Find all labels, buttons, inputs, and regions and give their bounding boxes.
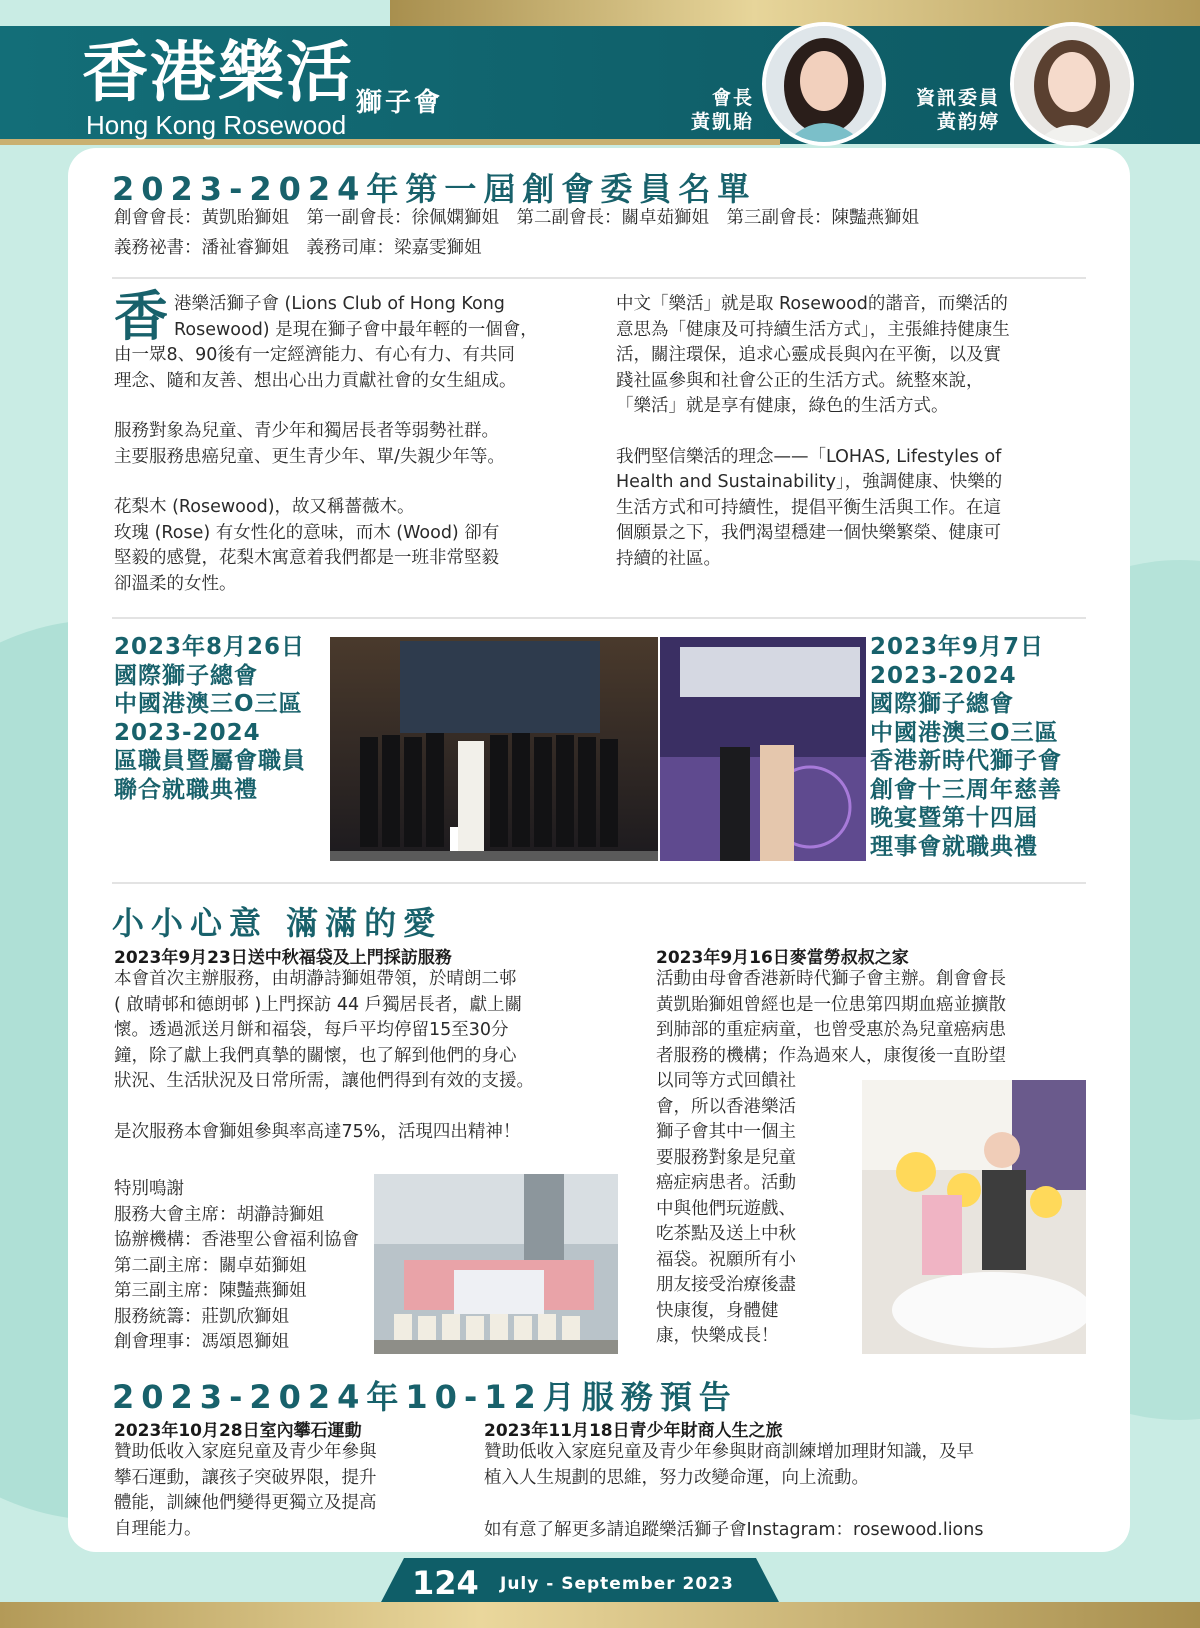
- event-line: 中國港澳三O三區: [870, 719, 1059, 746]
- body-line: 康，快樂成長！: [656, 1326, 779, 1346]
- body-line: 獅子會其中一個主: [656, 1122, 796, 1142]
- body-line: 以同等方式回饋社: [656, 1071, 796, 1091]
- instagram-note: 如有意了解更多請追蹤樂活獅子會Instagram：rosewood.lions: [484, 1520, 984, 1540]
- event-line: 聯合就職典禮: [114, 776, 258, 803]
- thanks-line: 創會理事：馮頌恩獅姐: [114, 1332, 289, 1352]
- intro-line: 活，關注環保，追求心靈成長與內在平衡，以及實: [616, 345, 1001, 365]
- intro-line: 堅毅的感覺，花梨木寓意着我們都是一班非常堅毅: [114, 548, 499, 568]
- body-line: 吃茶點及送上中秋: [656, 1224, 796, 1244]
- intro-line: 花梨木 (Rosewood)，故又稱薔薇木。: [114, 497, 415, 517]
- body-line: 鐘，除了獻上我們真摯的關懷，也了解到他們的身心: [114, 1045, 517, 1066]
- body-line: 懷。透過派送月餅和福袋，每戶平均停留15至30分: [114, 1020, 509, 1040]
- event-line: 2023年8月26日: [114, 634, 306, 660]
- president-name: 黃凱貽: [690, 111, 754, 133]
- committee-list: [114, 206, 919, 261]
- president-caption: [676, 86, 754, 134]
- committee-title: 2023-2024年第一屆創會委員名單: [112, 170, 757, 208]
- intro-line: 由一眾8、90後有一定經濟能力、有心有力、有共同: [114, 345, 515, 365]
- body-line: ( 啟晴邨和德朗邨 )上門探訪 44 戶獨居長者，獻上關: [114, 994, 523, 1015]
- intro-line: 港樂活獅子會 (Lions Club of Hong Kong: [174, 294, 505, 314]
- thanks-line: 第二副主席：關卓茹獅姐: [114, 1255, 307, 1276]
- event-right-caption: [870, 633, 1062, 861]
- body-line: 是次服務本會獅姐參與率高達75%，活現四出精神！: [114, 1121, 521, 1142]
- event-line: 創會十三周年慈善: [870, 776, 1062, 803]
- body-line: 快康復，身體健: [656, 1300, 779, 1321]
- love-title: 小小心意 滿滿的愛: [112, 904, 443, 942]
- event-line: 2023-2024: [870, 662, 1017, 689]
- installation-ceremony-photo: [330, 637, 658, 861]
- intro-line: 理念、隨和友善、想出心出力貢獻社會的女生組成。: [114, 370, 517, 391]
- body-line: 中與他們玩遊戲、: [656, 1198, 796, 1219]
- body-line: 狀況、生活狀況及日常所需，讓他們得到有效的支援。: [114, 1071, 534, 1091]
- intro-left: [114, 285, 584, 597]
- body-line: [114, 1095, 614, 1120]
- event-left-caption: [114, 633, 306, 804]
- body-line: 贊助低收入家庭兒童及青少年參與: [114, 1442, 377, 1462]
- divider: [112, 277, 1086, 279]
- body-line: 癌症病患者。活動: [656, 1173, 796, 1193]
- committee-line-1: 創會會長：黃凱貽獅姐 第一副會長：徐佩嫻獅姐 第二副會長：關卓茹獅姐 第三副會長：陳豔燕獅姐: [114, 208, 919, 228]
- love-left-heading: 2023年9月23日送中秋福袋及上門採訪服務: [114, 948, 452, 968]
- body-line: 到肺部的重症病童，也曾受惠於為兒童癌病患: [656, 1020, 1006, 1040]
- body-line: 贊助低收入家庭兒童及青少年參與財商訓練增加理財知識，及早: [484, 1442, 974, 1462]
- intro-line: 主要服務患癌兒童、更生青少年、單/失親少年等。: [114, 446, 505, 467]
- intro-line: Health and Sustainability」，強調健康、快樂的: [616, 472, 1003, 492]
- preview-title: 2023-2024年10-12月服務預告: [112, 1378, 738, 1416]
- smiley-face-icon: [1030, 1186, 1062, 1218]
- mid-autumn-visit-photo: [374, 1174, 618, 1354]
- intro-line: [616, 420, 1086, 445]
- intro-line: 我們堅信樂活的理念——「LOHAS, Lifestyles of: [616, 446, 1002, 467]
- info-officer-title: 資訊委員: [915, 87, 1000, 109]
- intro-line: [114, 470, 584, 495]
- thanks-line: 特別鳴謝: [114, 1179, 184, 1199]
- intro-line: 「樂活」就是享有健康，綠色的生活方式。: [616, 396, 949, 416]
- intro-line: 個願景之下，我們渴望穩建一個快樂繁榮、健康可: [616, 523, 1001, 543]
- president-title: 會長: [711, 87, 754, 109]
- intro-line: 踐社區參與和社會公正的生活方式。統整來說，: [616, 370, 984, 391]
- intro-right: [616, 292, 1086, 572]
- love-right-body: [656, 967, 1086, 1069]
- body-line: 活動由母會香港新時代獅子會主辦。創會會長: [656, 969, 1006, 989]
- event-line: 國際獅子總會: [870, 691, 1014, 717]
- info-officer-avatar: [1010, 22, 1134, 146]
- gold-banner-bottom: [0, 1602, 1200, 1628]
- charity-dinner-photo: [660, 637, 866, 861]
- event-line: 香港新時代獅子會: [870, 748, 1062, 774]
- brand-title-suffix: 獅子會: [356, 88, 444, 118]
- info-officer-caption: [900, 86, 1000, 134]
- issue-date: July - September 2023: [500, 1574, 734, 1594]
- event-line: 區職員暨屬會職員: [114, 748, 306, 774]
- committee-line-2: 義務祕書：潘祉睿獅姐 義務司庫：梁嘉雯獅姐: [114, 237, 482, 258]
- divider: [112, 617, 1086, 619]
- intro-line: [114, 394, 584, 419]
- body-line: 福袋。祝願所有小: [656, 1249, 796, 1270]
- love-right-body-narrow: [656, 1069, 846, 1350]
- thanks-line: 第三副主席：陳豔燕獅姐: [114, 1281, 307, 1301]
- event-line: 2023-2024: [114, 719, 261, 746]
- body-line: 本會首次主辦服務，由胡瀞詩獅姐帶領，於晴朗二邨: [114, 969, 517, 989]
- thanks-list: [114, 1177, 359, 1356]
- event-line: 晚宴暨第十四屆: [870, 805, 1038, 831]
- thanks-line: 服務大會主席：胡瀞詩獅姐: [114, 1204, 324, 1225]
- intro-line: 服務對象為兒童、青少年和獨居長者等弱勢社群。: [114, 421, 499, 441]
- divider: [112, 882, 1086, 884]
- body-line: 體能，訓練他們變得更獨立及提高: [114, 1493, 377, 1513]
- event-line: 國際獅子總會: [114, 662, 258, 689]
- love-right-heading: 2023年9月16日麥當勞叔叔之家: [656, 948, 909, 968]
- thanks-line: 協辦機構：香港聖公會福利協會: [114, 1230, 359, 1250]
- ronald-mcdonald-house-photo: [862, 1080, 1086, 1354]
- intro-line: 生活方式和可持續性，提倡平衡生活與工作。在這: [616, 497, 1001, 518]
- body-line: 攀石運動，讓孩子突破界限，提升: [114, 1467, 377, 1488]
- preview-left-body: [114, 1440, 454, 1542]
- event-line: 中國港澳三O三區: [114, 691, 303, 717]
- event-line: 2023年9月7日: [870, 634, 1045, 660]
- smiley-face-icon: [896, 1152, 936, 1192]
- intro-line: 中文「樂活」就是取 Rosewood的諧音，而樂活的: [616, 294, 1008, 314]
- love-left-body: [114, 967, 614, 1145]
- brand-title-zh: 香港樂活: [82, 34, 354, 111]
- body-line: 會，所以香港樂活: [656, 1096, 796, 1117]
- intro-line: 玫瑰 (Rose) 有女性化的意味，而木 (Wood) 卻有: [114, 522, 500, 543]
- event-line: 理事會就職典禮: [870, 833, 1038, 860]
- intro-line: 意思為「健康及可持續生活方式」，主張維持健康生: [616, 319, 1010, 340]
- body-line: 朋友接受治療後盡: [656, 1275, 796, 1295]
- dropcap: 香: [114, 285, 168, 348]
- preview-left-heading: 2023年10月28日室內攀石運動: [114, 1421, 362, 1441]
- intro-line: Rosewood) 是現在獅子會中最年輕的一個會，: [174, 319, 538, 340]
- body-line: 黃凱貽獅姐曾經也是一位患第四期血癌並擴散: [656, 994, 1006, 1015]
- body-line: 要服務對象是兒童: [656, 1147, 796, 1168]
- brand-title-en: Hong Kong Rosewood: [86, 110, 347, 140]
- page-number: 124: [412, 1564, 479, 1602]
- preview-right-body: [484, 1440, 1084, 1491]
- president-avatar: [762, 22, 886, 146]
- body-line: 自理能力。: [114, 1518, 202, 1539]
- info-officer-name: 黃韵婷: [936, 111, 1000, 133]
- intro-line: 卻溫柔的女性。: [114, 573, 237, 594]
- thanks-line: 服務統籌：莊凱欣獅姐: [114, 1306, 289, 1327]
- body-line: 植入人生規劃的思維，努力改變命運，向上流動。: [484, 1467, 869, 1488]
- preview-right-heading: 2023年11月18日青少年財商人生之旅: [484, 1421, 783, 1441]
- body-line: 者服務的機構；作為過來人，康復後一直盼望: [656, 1045, 1006, 1066]
- intro-line: 持續的社區。: [616, 548, 721, 569]
